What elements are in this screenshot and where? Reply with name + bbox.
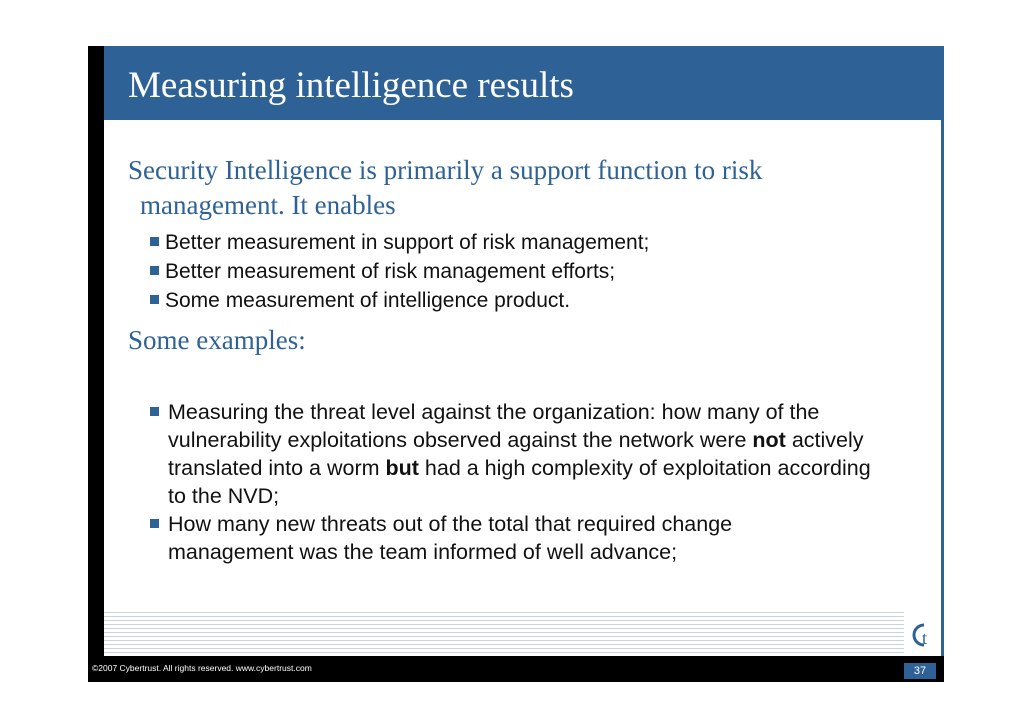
right-border	[941, 46, 944, 656]
bullet-square-icon	[150, 237, 159, 246]
slide-background	[88, 46, 943, 682]
example-item: Measuring the threat level against the organization: how many of the vulnerability exploitations observed against the network were not actively translated into a worm but had a high complexity of exploitation according to the NVD;	[168, 398, 878, 510]
intro-line-1: Security Intelligence is primarily a support function to risk	[128, 155, 763, 185]
page-number: 37	[904, 663, 936, 679]
left-accent-bar	[88, 46, 104, 656]
bullet-square-icon	[150, 407, 159, 416]
slide-title: Measuring intelligence results	[128, 65, 574, 106]
copyright-text: ©2007 Cybertrust. All rights reserved. www.cybertrust.com	[92, 663, 312, 673]
examples-heading: Some examples:	[128, 325, 306, 355]
cybertrust-logo-icon	[906, 620, 936, 650]
footer-decoration	[104, 612, 904, 656]
bullet-square-icon	[150, 295, 159, 304]
intro-line-2: management. It enables	[140, 190, 396, 220]
bullet-item: Better measurement in support of risk management;	[150, 229, 649, 257]
bullet-square-icon	[150, 266, 159, 275]
bullet-item: Some measurement of intelligence product.	[150, 287, 570, 315]
bullet-square-icon	[150, 519, 159, 528]
example-item: How many new threats out of the total that required change management was the team informed of well advance;	[168, 510, 828, 566]
bullet-item: Better measurement of risk management efforts;	[150, 258, 615, 286]
logo-letter: t	[922, 628, 928, 648]
